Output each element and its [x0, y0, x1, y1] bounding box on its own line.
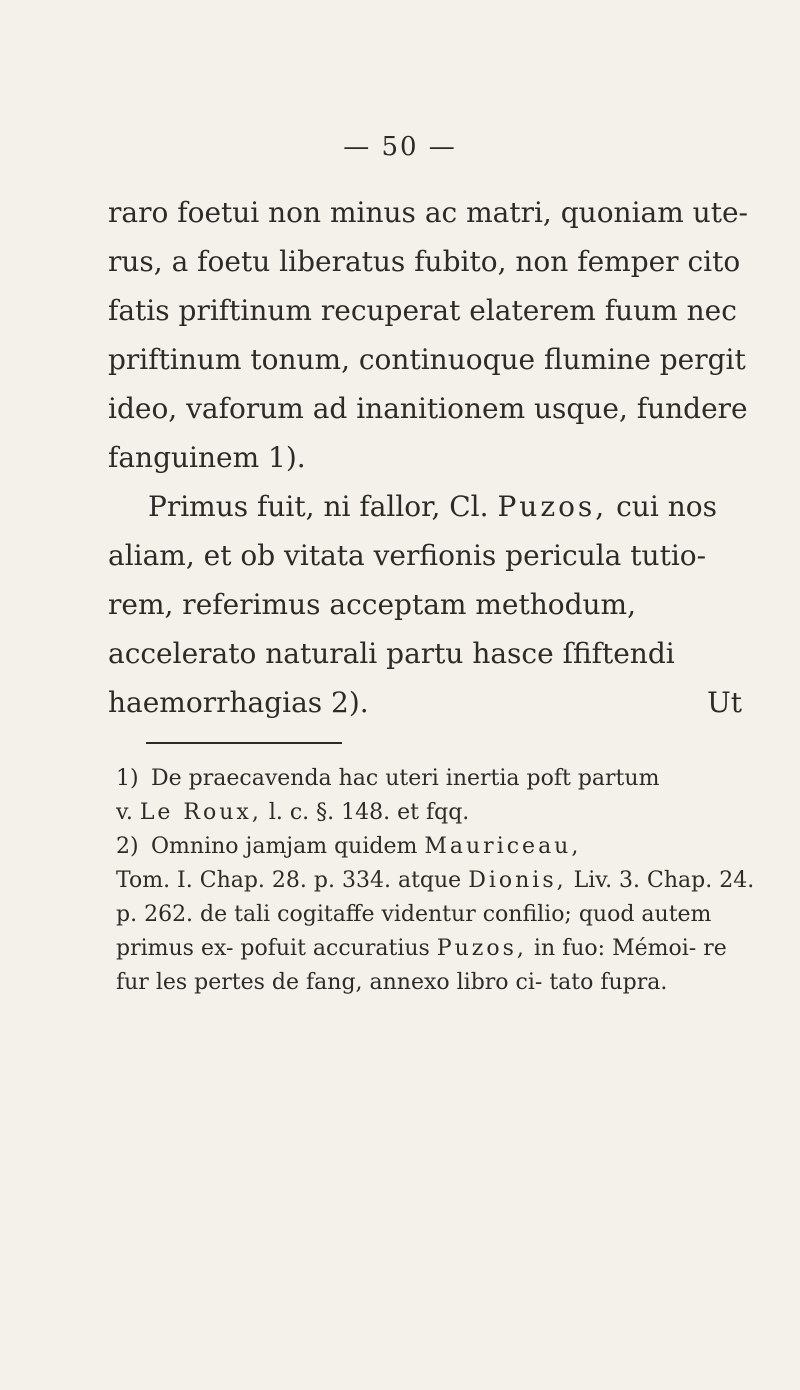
footnote-2-text-b: Tom. I. Chap. 28. p. 334. atque — [116, 868, 462, 893]
footnote-2-continued — [116, 864, 756, 1000]
footnote-1 — [116, 762, 756, 796]
page-number: — 50 — — [343, 132, 457, 162]
paragraph-1: raro foetui non minus ac matri, quoniam ute- rus, a foetu liberatus fubito, non femper cito fatis priftinum recuperat elaterem fuum nec priftinum tonum, continuoque flumine pergit ideo, vaforum ad inanitionem usque, fundere fanguinem 1). — [108, 196, 748, 474]
footnote-1-text-c: l. c. §. 148. et fqq. — [268, 800, 470, 825]
footnote-1-continued — [116, 796, 756, 830]
footnote-2-text-a: Omnino jamjam quidem — [151, 834, 418, 859]
footnote-2 — [116, 830, 756, 864]
footnote-2-author-3: Puzos, — [436, 936, 527, 961]
footnote-2-author-2: Dionis, — [468, 868, 567, 893]
footnote-divider — [146, 742, 342, 744]
footnote-1-text-a: De praecavenda hac uteri inertia poft partum — [151, 766, 660, 791]
footnote-1-marker: 1) — [116, 766, 139, 791]
paragraph-2-rest: cui nos aliam, et ob vitata verfionis pericula tutio- rem, referimus acceptam methodum, accelerato naturali partu hasce ſfiftendi haemorrhagias 2). — [108, 490, 717, 719]
footnote-2-text-d: in fuo: Mémoi- re fur les pertes de fang, annexo libro ci- tato fupra. — [116, 936, 727, 995]
footnotes — [116, 762, 756, 1000]
main-text — [108, 188, 748, 727]
footnote-2-text-c: Liv. 3. Chap. 24. p. 262. de tali cogitaffe videntur confilio; quod autem primus ex- pofuit accuratius — [116, 868, 755, 961]
footnote-1-author: Le Roux, — [139, 800, 262, 825]
author-name-puzos: Puzos, — [497, 490, 608, 523]
footnote-2-marker: 2) — [116, 834, 139, 859]
footnote-2-author-1: Mauriceau, — [424, 834, 582, 859]
catchword: Ut — [707, 686, 742, 719]
footnote-1-text-b: v. — [116, 800, 133, 825]
paragraph-2 — [108, 482, 748, 727]
paragraph-2-start: Primus fuit, ni fallor, Cl. — [148, 490, 489, 523]
